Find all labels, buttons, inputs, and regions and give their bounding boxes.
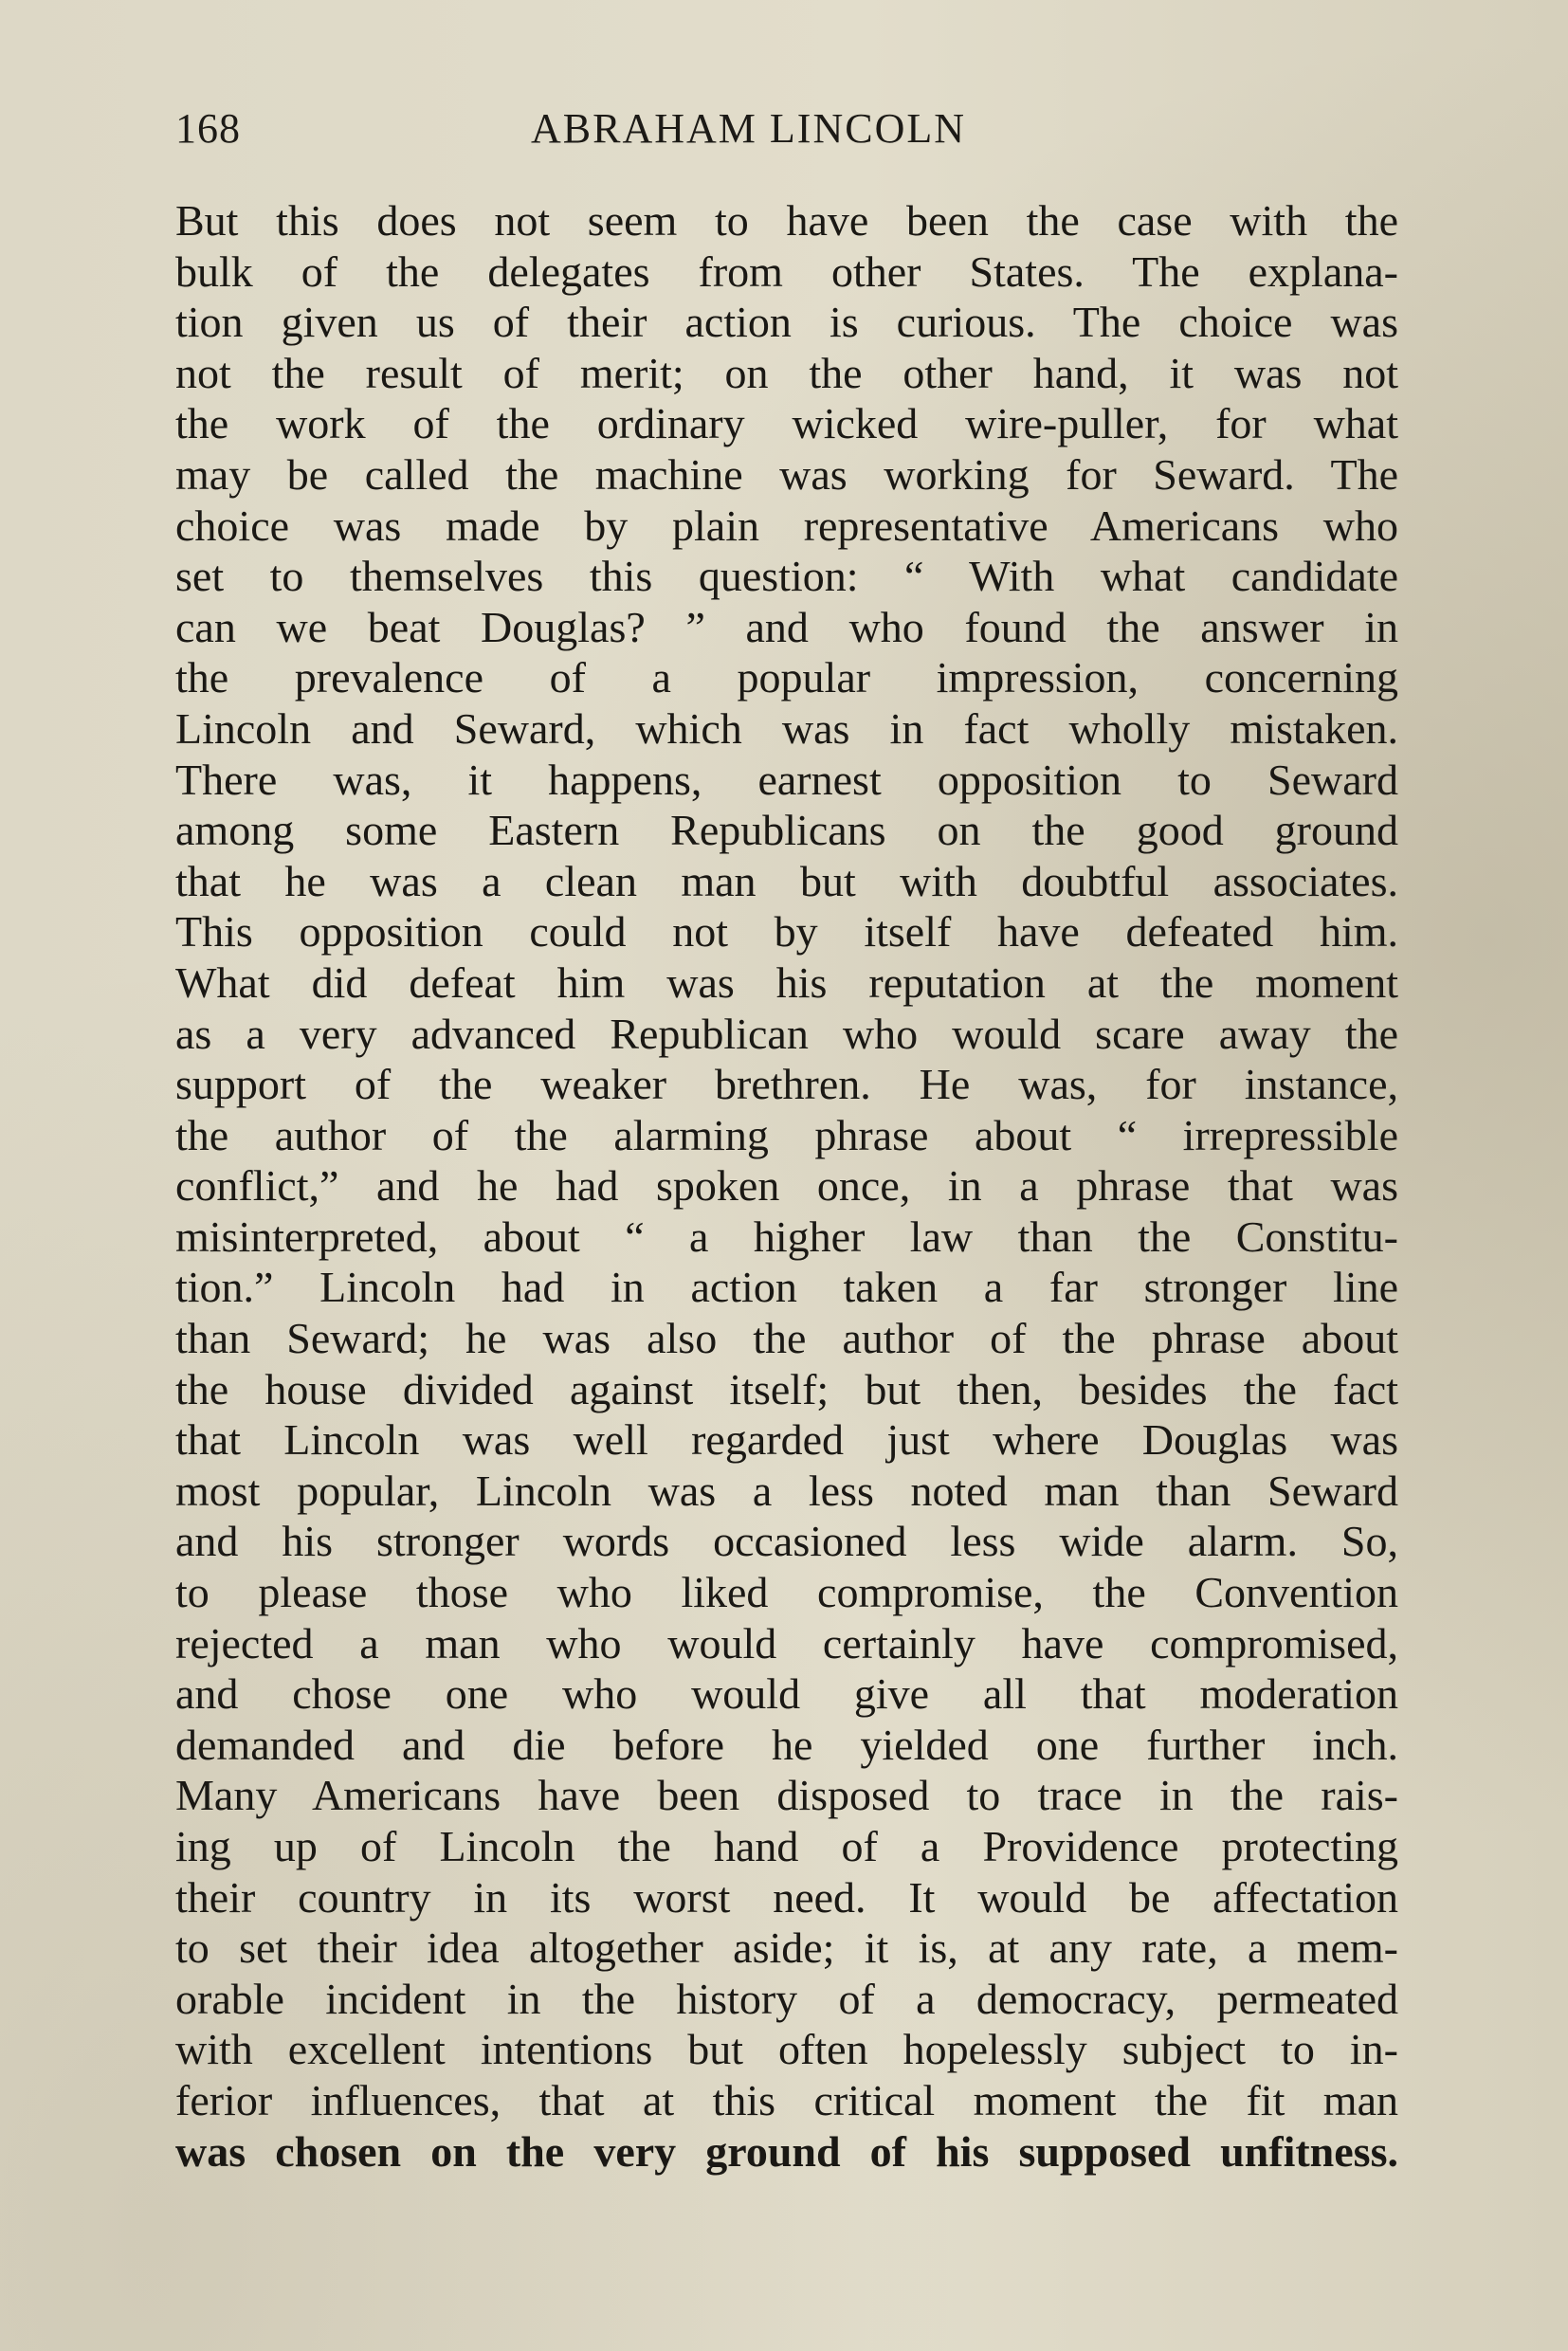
text-line: There was, it happens, earnest opposition to Seward xyxy=(175,755,1398,804)
body-text xyxy=(175,195,1398,2177)
text-line: to please those who liked compromise, the Convention xyxy=(175,1568,1398,1617)
page-number: 168 xyxy=(175,105,241,152)
text-line: What did defeat him was his reputation at the moment xyxy=(175,957,1398,1007)
text-line: tion given us of their action is curious. The choice was xyxy=(175,298,1398,347)
text-line: the author of the alarming phrase about “ irrepressible xyxy=(175,1110,1398,1159)
text-line: among some Eastern Republicans on the good ground xyxy=(175,806,1398,855)
text-line: demanded and die before he yielded one further inch. xyxy=(175,1720,1398,1769)
text-line: conflict,” and he had spoken once, in a phrase that was xyxy=(175,1161,1398,1211)
text-line: their country in its worst need. It would be affectation xyxy=(175,1872,1398,1922)
text-line: can we beat Douglas? ” and who found the answer in xyxy=(175,602,1398,651)
text-line: But this does not seem to have been the case with the xyxy=(175,196,1398,245)
text-line: choice was made by plain representative Americans who xyxy=(175,501,1398,550)
text-line: the work of the ordinary wicked wire-puller, for what xyxy=(175,399,1398,448)
text-line: This opposition could not by itself have defeated him. xyxy=(175,907,1398,957)
text-line: misinterpreted, about “ a higher law than the Constitu- xyxy=(175,1212,1398,1261)
text-line: set to themselves this question: “ With what candidate xyxy=(175,552,1398,601)
text-line: support of the weaker brethren. He was, for instance, xyxy=(175,1060,1398,1109)
text-line: not the result of merit; on the other hand, it was not xyxy=(175,348,1398,397)
text-line: tion.” Lincoln had in action taken a far stronger line xyxy=(175,1263,1398,1312)
text-line: with excellent intentions but often hopelessly subject to in- xyxy=(175,2025,1398,2074)
running-head: ABRAHAM LINCOLN xyxy=(531,105,966,152)
text-line: most popular, Lincoln was a less noted man than Seward xyxy=(175,1466,1398,1515)
text-line: ferior influences, that at this critical moment the fit man xyxy=(175,2075,1398,2124)
text-line: the house divided against itself; but then, besides the fact xyxy=(175,1364,1398,1413)
text-line: may be called the machine was working for Seward. The xyxy=(175,449,1398,499)
text-line: rejected a man who would certainly have compromised, xyxy=(175,1618,1398,1668)
page-header xyxy=(175,104,1398,161)
text-line: Lincoln and Seward, which was in fact wholly mistaken. xyxy=(175,703,1398,753)
text-line: to set their idea altogether aside; it is, at any rate, a mem- xyxy=(175,1923,1398,1973)
text-line: and chose one who would give all that moderation xyxy=(175,1669,1398,1719)
text-line: orable incident in the history of a democracy, permeated xyxy=(175,1974,1398,2023)
text-line: that Lincoln was well regarded just where Douglas was xyxy=(175,1415,1398,1465)
text-line: than Seward; he was also the author of the phrase about xyxy=(175,1314,1398,1363)
text-line: Many Americans have been disposed to trace in the rais- xyxy=(175,1771,1398,1820)
text-line: ing up of Lincoln the hand of a Providence protecting xyxy=(175,1822,1398,1870)
text-line: as a very advanced Republican who would scare away the xyxy=(175,1009,1398,1058)
text-line: the prevalence of a popular impression, concerning xyxy=(175,653,1398,702)
text-line: that he was a clean man but with doubtful associates. xyxy=(175,856,1398,905)
text-line: bulk of the delegates from other States. The explana- xyxy=(175,246,1398,296)
text-line: was chosen on the very ground of his supposed unfitness. xyxy=(175,2126,1398,2176)
text-line: and his stronger words occasioned less wide alarm. So, xyxy=(175,1517,1398,1566)
